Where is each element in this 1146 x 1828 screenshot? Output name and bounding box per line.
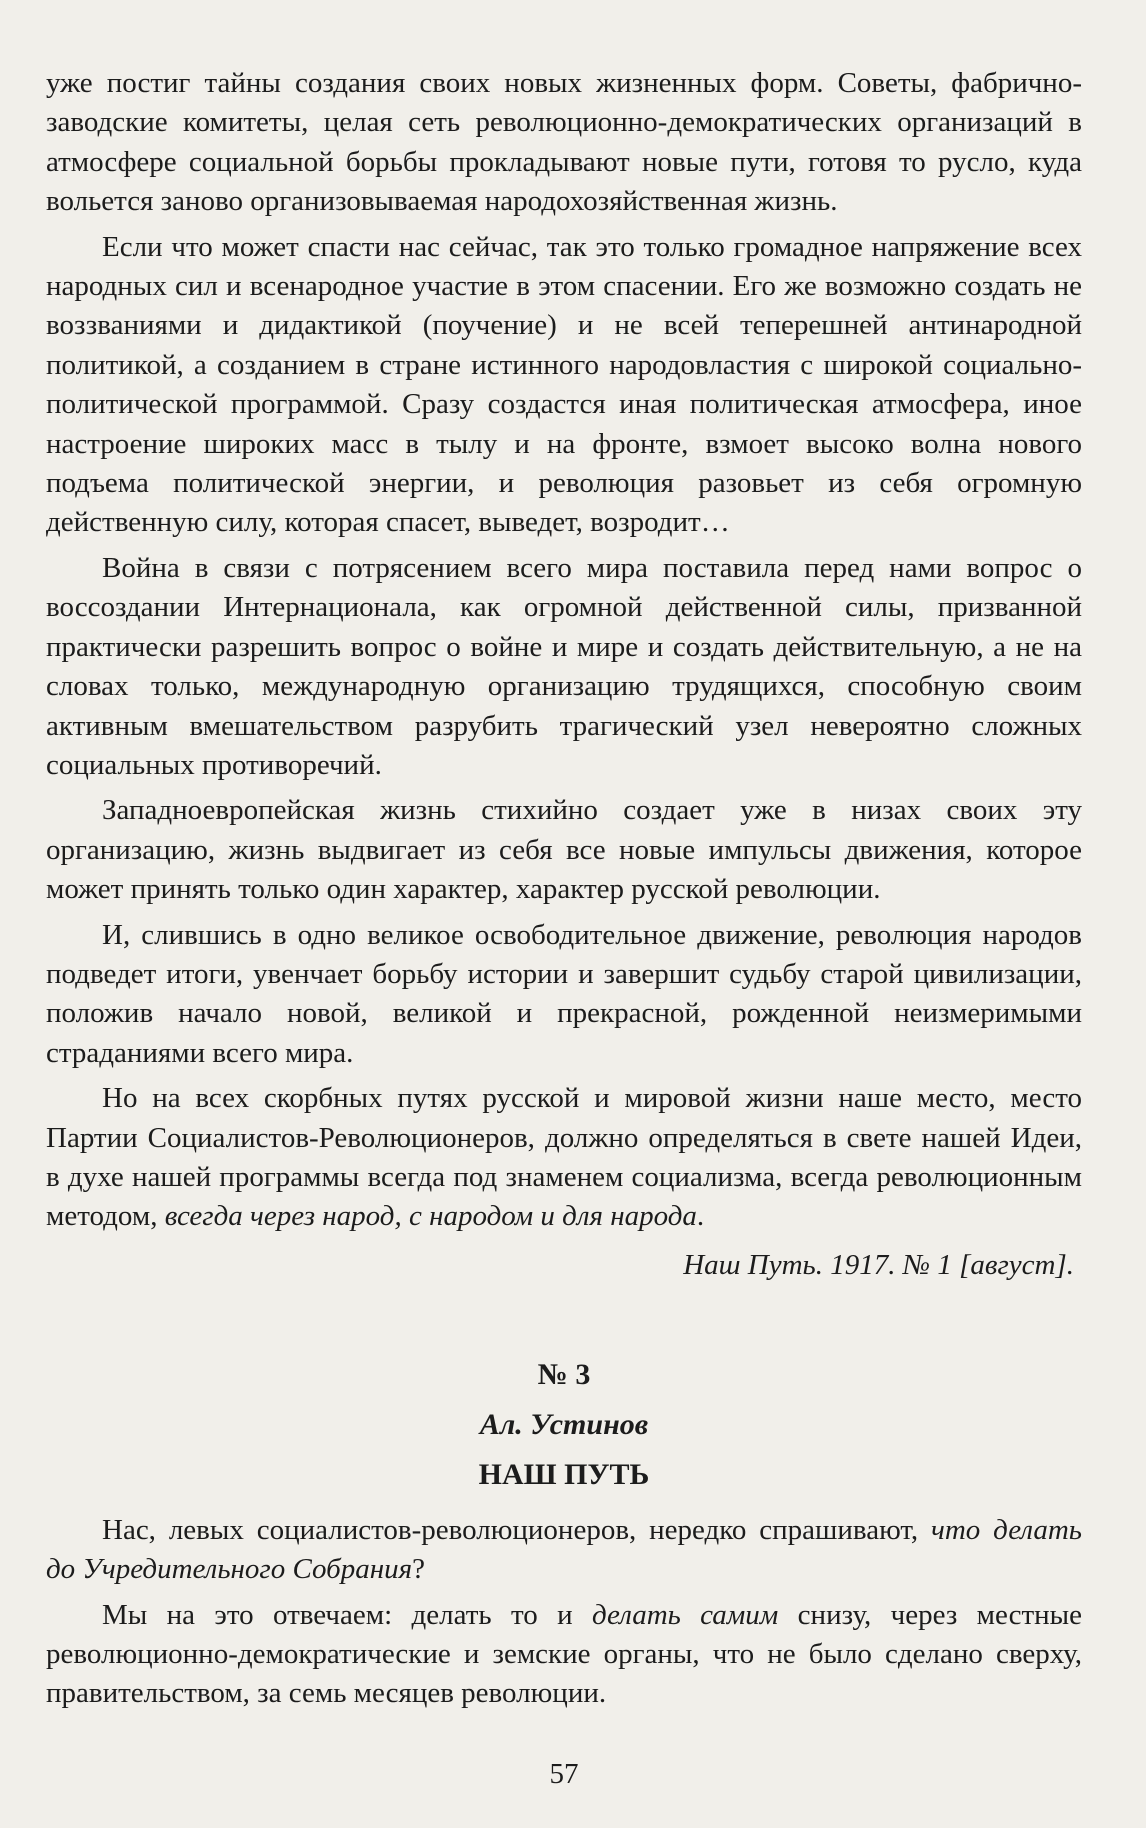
- document-number: № 3: [537, 1357, 591, 1391]
- paragraph-western-europe: Западноевропейская жизнь стихийно создает уже в низах своих эту организацию, жизнь выдвигает из себя все новые импульсы движения, которое может принять только один характер, характер русской революции.: [46, 794, 1082, 906]
- paragraph-answer-end: снизу, через местные революционно-демократические и земские органы, что не было сделано сверху, правительством, за семь месяцев революции.: [46, 1598, 1083, 1710]
- paragraph-answer-text: Мы на это отвечаем: делать то и: [102, 1598, 593, 1631]
- paragraph-international: Война в связи с потрясением всего мира поставила перед нами вопрос о воссоздании Интернационала, как огромной действенной силы, призванной практически разрешить вопрос о войне и мире и создать действительную, а не на словах только, международную организацию трудящихся, способную своим активным вмешательством разрубить трагический узел невероятно сложных социальных противоречий.: [46, 551, 1082, 781]
- source-citation: Наш Путь. 1917. № 1 [август].: [683, 1248, 1074, 1281]
- document-page: [46, 64, 1082, 1804]
- page-number: 57: [549, 1758, 579, 1790]
- paragraph-question: [46, 1511, 1082, 1590]
- paragraph-party-place: [46, 1079, 1082, 1237]
- paragraph-answer: [46, 1596, 1082, 1714]
- paragraph-party-place-emphasis: всегда через народ, с народом и для народа: [164, 1200, 697, 1233]
- document-title: НАШ ПУТЬ: [478, 1457, 650, 1491]
- paragraph-councils: уже постиг тайны создания своих новых жизненных форм. Советы, фабрично-заводские комитеты, целая сеть революционно-демократических организаций в атмосфере социальной борьбы прокладывают новые пути, готовя то русло, куда вольется заново организовываемая народохозяйственная жизнь.: [46, 67, 1082, 218]
- document-author: Ал. Устинов: [479, 1407, 649, 1441]
- paragraph-question-text: Нас, левых социалистов-революционеров, нередко спрашивают,: [102, 1513, 932, 1546]
- paragraph-salvation: Если что может спасти нас сейчас, так это только громадное напряжение всех народных сил и всенародное участие в этом спасении. Его же возможно создать не воззваниями и дидактикой (поучение) и не всей теперешней антинародной политикой, а созданием в стране истинного народовластия с широкой социально-политической программой. Сразу создастся иная политическая атмосфера, иное настроение широких масс в тылу и на фронте, взмоет высоко волна нового подъема политической энергии, и революция разовьет из себя огромную действенную силу, которая спасет, выведет, возродит…: [46, 230, 1082, 539]
- paragraph-party-place-text: Но на всех скорбных путях русской и мировой жизни наше место, место Партии Социалистов-Революционеров, должно определяться в свете нашей Идеи, в духе нашей программы всегда под знаменем социализма, всегда революционным методом,: [46, 1082, 1082, 1233]
- paragraph-revolution-of-peoples: И, слившись в одно великое освободительное движение, революция народов подведет итоги, увенчает борьбу истории и завершит судьбу старой цивилизации, положив начало новой, великой и прекрасной, рожденной неизмеримыми страданиями всего мира.: [46, 918, 1082, 1069]
- paragraph-question-emphasis: что делать до Учредительного Собрания: [46, 1513, 1082, 1586]
- paragraph-answer-emphasis: делать самим: [592, 1598, 779, 1631]
- paragraph-question-end: ?: [412, 1553, 425, 1586]
- paragraph-party-place-end: .: [696, 1200, 705, 1233]
